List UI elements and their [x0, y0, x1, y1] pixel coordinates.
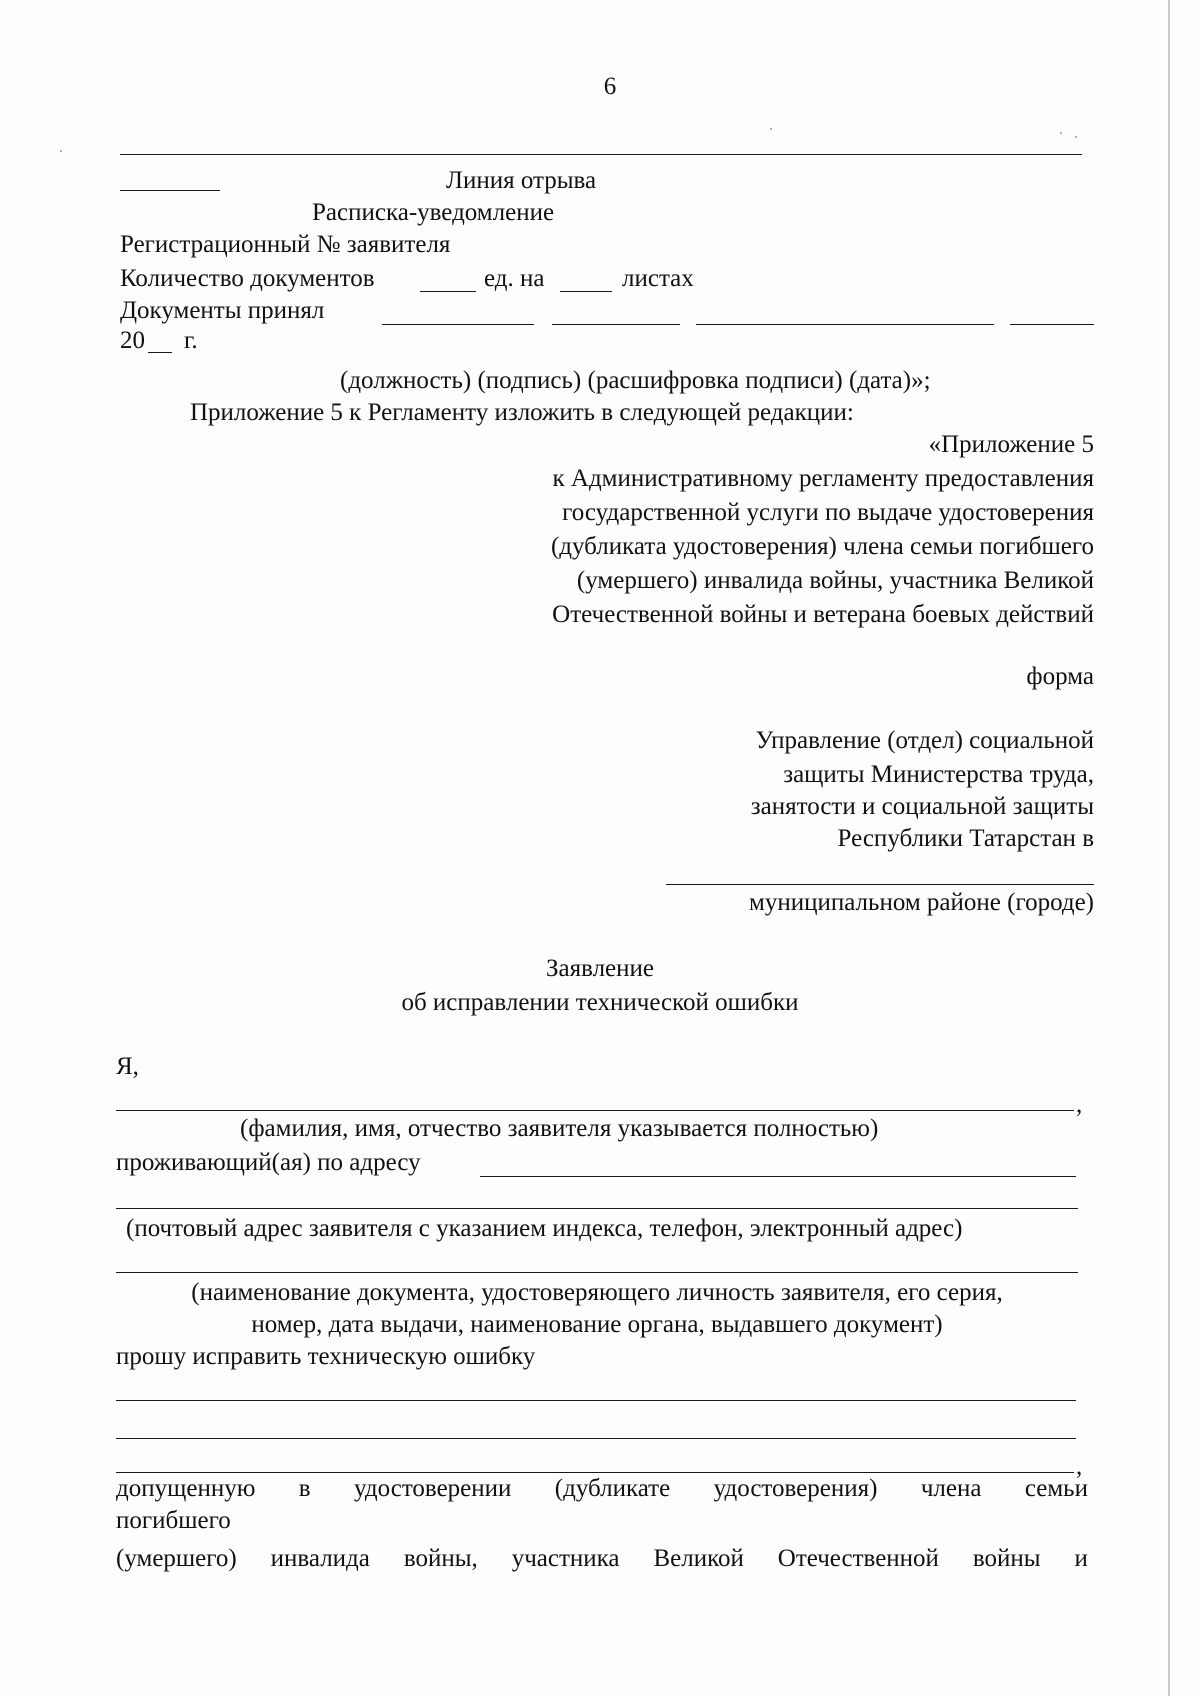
statement-tail-line: [116, 1474, 1088, 1504]
date-blank: [1010, 324, 1094, 325]
comma: ,: [1076, 1453, 1083, 1480]
error-description-blank: [116, 1400, 1076, 1401]
doc-count-mid: ед. на: [484, 265, 545, 292]
addressee-caption: муниципальном районе (городе): [749, 889, 1094, 916]
addressee-line: Республики Татарстан в: [837, 825, 1094, 852]
address-caption: (почтовый адрес заявителя с указанием индекса, телефон, электронный адрес): [126, 1215, 963, 1242]
residing-label: проживающий(ая) по адресу: [116, 1149, 421, 1176]
signature-blank: [552, 324, 680, 325]
year-prefix: 20: [120, 327, 145, 354]
scan-edge-line: [1168, 0, 1170, 1696]
id-caption-line: номер, дата выдачи, наименование органа, выдавшего документ): [251, 1311, 943, 1338]
tail-word: участника: [511, 1545, 620, 1572]
addressee-line: Управление (отдел) социальной: [755, 727, 1094, 754]
appendix-header-line: Отечественной войны и ветерана боевых действий: [552, 601, 1094, 628]
scan-speck: [60, 150, 62, 152]
tail-word: удостоверении: [353, 1475, 512, 1502]
name-caption: (фамилия, имя, отчество заявителя указывается полностью): [240, 1115, 879, 1142]
id-caption-line: (наименование документа, удостоверяющего личность заявителя, его серия,: [191, 1279, 1003, 1306]
tail-word: Отечественной: [777, 1545, 939, 1572]
signature-caption: (должность) (подпись) (расшифровка подписи) (дата)»;: [340, 367, 931, 394]
scan-speck: [1060, 132, 1062, 134]
addressee-line: защиты Министерства труда,: [783, 761, 1094, 788]
statement-tail-line-3: [116, 1544, 1088, 1574]
tail-word: в: [298, 1475, 311, 1502]
municipality-blank: [666, 884, 1094, 885]
error-description-blank: [116, 1438, 1076, 1439]
tail-word: инвалида: [270, 1545, 370, 1572]
year-suffix: г.: [184, 327, 198, 354]
appendix-header-line: к Административному регламенту предоставления: [552, 465, 1094, 492]
id-document-blank: [116, 1272, 1078, 1273]
sheet-count-blank: [560, 291, 612, 292]
tail-word: войны: [972, 1545, 1041, 1572]
tear-line-short: [120, 190, 220, 191]
appendix-header-line: (умершего) инвалида войны, участника Великой: [576, 567, 1094, 594]
tail-word: и: [1074, 1545, 1088, 1572]
tail-word: удостоверения): [713, 1475, 878, 1502]
statement-i: Я,: [116, 1053, 139, 1080]
statement-title: Заявление: [545, 955, 655, 982]
tail-word: (дубликате: [554, 1475, 671, 1502]
tail-word: семьи: [1024, 1475, 1088, 1502]
accepted-label: Документы принял: [120, 297, 325, 324]
page-number: 6: [603, 73, 617, 100]
tail-word: члена: [920, 1475, 982, 1502]
tear-line: [120, 154, 1082, 155]
amendment-line: Приложение 5 к Регламенту изложить в следующей редакции:: [190, 399, 854, 426]
signature-name-blank: [696, 324, 994, 325]
doc-count-prefix: Количество документов: [120, 265, 375, 292]
appendix-header-line: (дубликата удостоверения) члена семьи погибшего: [550, 533, 1094, 560]
doc-count-blank: [420, 291, 476, 292]
tail-word: (умершего): [116, 1545, 237, 1572]
addressee-line: занятости и социальной защиты: [750, 793, 1094, 820]
appendix-header-line: государственной услуги по выдаче удостоверения: [562, 499, 1094, 526]
doc-count-suffix: листах: [622, 265, 694, 292]
scan-speck: [770, 128, 772, 130]
name-blank: [116, 1110, 1074, 1111]
reg-number-label: Регистрационный № заявителя: [120, 231, 451, 258]
tail-word: войны,: [403, 1545, 478, 1572]
request-label: прошу исправить техническую ошибку: [116, 1343, 536, 1370]
tail-word: Великой: [653, 1545, 744, 1572]
form-label: форма: [1026, 663, 1094, 690]
position-blank: [382, 324, 534, 325]
residence-blank: [480, 1176, 1076, 1177]
statement-tail-line-2: погибшего: [116, 1507, 231, 1534]
scan-speck: [1075, 136, 1077, 138]
error-description-blank: [116, 1472, 1074, 1473]
tear-line-label: Линия отрыва: [446, 167, 597, 194]
receipt-title: Расписка-уведомление: [312, 199, 555, 226]
tail-word: допущенную: [116, 1475, 256, 1502]
comma: ,: [1076, 1091, 1083, 1118]
appendix-header-line: «Приложение 5: [928, 431, 1094, 458]
year-blank: [148, 352, 172, 353]
statement-subtitle: об исправлении технической ошибки: [401, 989, 799, 1016]
address-blank: [116, 1208, 1078, 1209]
